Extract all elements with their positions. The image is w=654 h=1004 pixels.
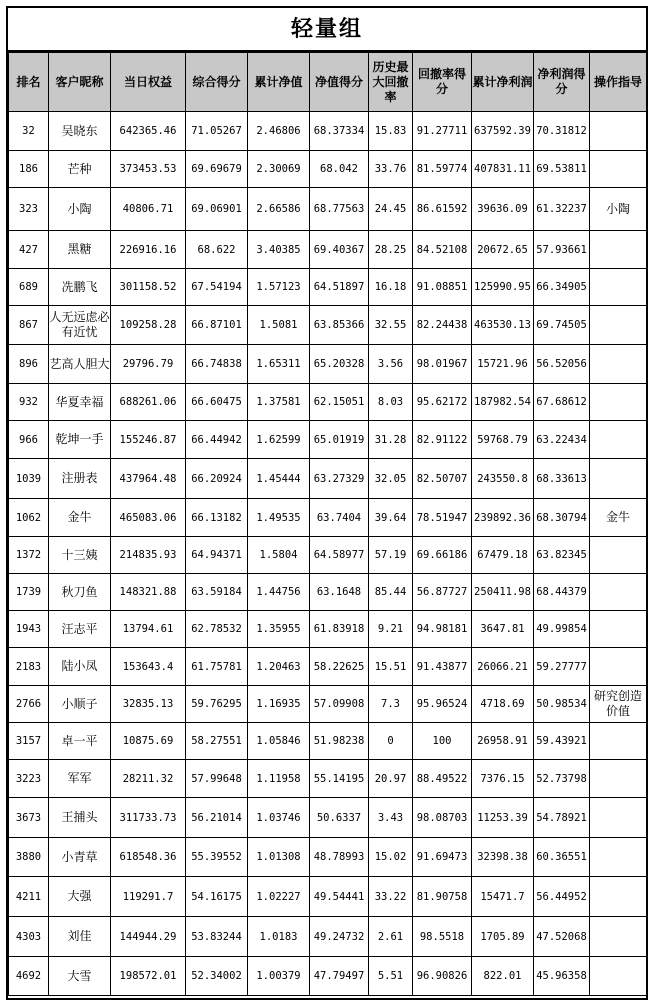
table-row xyxy=(9,877,647,917)
nav-score-cell: 63.85366 xyxy=(310,306,369,345)
nav-score-cell: 65.01919 xyxy=(310,421,369,459)
total-score-cell: 69.06901 xyxy=(186,188,248,231)
table-row xyxy=(9,188,647,231)
drawdown-cell: 20.97 xyxy=(369,760,413,798)
equity-cell: 301158.52 xyxy=(111,269,186,306)
equity-cell: 155246.87 xyxy=(111,421,186,459)
guidance-cell xyxy=(590,231,647,269)
nav-cell: 1.49535 xyxy=(248,499,310,537)
rank-cell: 323 xyxy=(9,188,49,231)
nickname-cell: 吴晓东 xyxy=(49,112,111,151)
drawdown-cell: 31.28 xyxy=(369,421,413,459)
net-profit-cell: 4718.69 xyxy=(472,686,534,723)
drawdown-score-cell: 82.91122 xyxy=(413,421,472,459)
total-score-cell: 71.05267 xyxy=(186,112,248,151)
table-row xyxy=(9,306,647,345)
nickname-cell: 陆小凤 xyxy=(49,648,111,686)
nav-score-cell: 69.40367 xyxy=(310,231,369,269)
rank-cell: 3157 xyxy=(9,723,49,760)
net-profit-cell: 3647.81 xyxy=(472,611,534,648)
drawdown-cell: 5.51 xyxy=(369,957,413,996)
drawdown-cell: 16.18 xyxy=(369,269,413,306)
drawdown-score-cell: 88.49522 xyxy=(413,760,472,798)
table-row xyxy=(9,574,647,611)
guidance-cell xyxy=(590,306,647,345)
equity-cell: 226916.16 xyxy=(111,231,186,269)
net-profit-cell: 26958.91 xyxy=(472,723,534,760)
guidance-cell xyxy=(590,151,647,188)
nav-cell: 1.0183 xyxy=(248,917,310,957)
profit-score-cell: 57.93661 xyxy=(534,231,590,269)
profit-score-cell: 56.52056 xyxy=(534,345,590,384)
table-row xyxy=(9,421,647,459)
nav-cell: 1.20463 xyxy=(248,648,310,686)
drawdown-cell: 9.21 xyxy=(369,611,413,648)
table-row xyxy=(9,269,647,306)
profit-score-cell: 69.53811 xyxy=(534,151,590,188)
profit-score-cell: 66.34905 xyxy=(534,269,590,306)
rank-cell: 966 xyxy=(9,421,49,459)
nav-score-cell: 62.15051 xyxy=(310,384,369,421)
nickname-cell: 冼鹏飞 xyxy=(49,269,111,306)
nav-score-cell: 64.51897 xyxy=(310,269,369,306)
nickname-cell: 小顺子 xyxy=(49,686,111,723)
total-score-cell: 67.54194 xyxy=(186,269,248,306)
nav-score-cell: 47.79497 xyxy=(310,957,369,996)
rank-cell: 427 xyxy=(9,231,49,269)
profit-score-cell: 69.74505 xyxy=(534,306,590,345)
equity-cell: 109258.28 xyxy=(111,306,186,345)
rank-cell: 3673 xyxy=(9,798,49,838)
net-profit-cell: 7376.15 xyxy=(472,760,534,798)
profit-score-cell: 67.68612 xyxy=(534,384,590,421)
spreadsheet-sheet xyxy=(6,6,648,1000)
equity-cell: 10875.69 xyxy=(111,723,186,760)
guidance-cell: 小陶 xyxy=(590,188,647,231)
total-score-cell: 62.78532 xyxy=(186,611,248,648)
rank-cell: 689 xyxy=(9,269,49,306)
equity-cell: 28211.32 xyxy=(111,760,186,798)
nickname-cell: 黑糖 xyxy=(49,231,111,269)
table-row xyxy=(9,537,647,574)
net-profit-cell: 15471.7 xyxy=(472,877,534,917)
nickname-cell: 军军 xyxy=(49,760,111,798)
profit-score-cell: 68.44379 xyxy=(534,574,590,611)
nav-cell: 2.46806 xyxy=(248,112,310,151)
drawdown-cell: 39.64 xyxy=(369,499,413,537)
equity-cell: 40806.71 xyxy=(111,188,186,231)
nav-cell: 1.45444 xyxy=(248,459,310,499)
rank-cell: 1739 xyxy=(9,574,49,611)
nav-cell: 2.30069 xyxy=(248,151,310,188)
drawdown-score-cell: 81.59774 xyxy=(413,151,472,188)
total-score-cell: 66.60475 xyxy=(186,384,248,421)
drawdown-score-cell: 78.51947 xyxy=(413,499,472,537)
total-score-cell: 58.27551 xyxy=(186,723,248,760)
rank-cell: 1062 xyxy=(9,499,49,537)
net-profit-cell: 822.01 xyxy=(472,957,534,996)
profit-score-cell: 45.96358 xyxy=(534,957,590,996)
net-profit-cell: 463530.13 xyxy=(472,306,534,345)
nav-cell: 1.05846 xyxy=(248,723,310,760)
total-score-cell: 66.44942 xyxy=(186,421,248,459)
profit-score-cell: 47.52068 xyxy=(534,917,590,957)
total-score-cell: 69.69679 xyxy=(186,151,248,188)
net-profit-cell: 11253.39 xyxy=(472,798,534,838)
rank-cell: 32 xyxy=(9,112,49,151)
drawdown-cell: 3.56 xyxy=(369,345,413,384)
drawdown-cell: 32.55 xyxy=(369,306,413,345)
table-body xyxy=(9,112,647,996)
col-header-nickname: 客户昵称 xyxy=(49,53,111,112)
guidance-cell xyxy=(590,760,647,798)
net-profit-cell: 26066.21 xyxy=(472,648,534,686)
nav-score-cell: 49.24732 xyxy=(310,917,369,957)
nickname-cell: 人无远虑必有近忧 xyxy=(49,306,111,345)
guidance-cell xyxy=(590,421,647,459)
net-profit-cell: 1705.89 xyxy=(472,917,534,957)
nav-score-cell: 55.14195 xyxy=(310,760,369,798)
profit-score-cell: 56.44952 xyxy=(534,877,590,917)
profit-score-cell: 52.73798 xyxy=(534,760,590,798)
guidance-cell xyxy=(590,574,647,611)
nav-cell: 1.37581 xyxy=(248,384,310,421)
nav-cell: 1.5804 xyxy=(248,537,310,574)
profit-score-cell: 59.43921 xyxy=(534,723,590,760)
drawdown-cell: 57.19 xyxy=(369,537,413,574)
profit-score-cell: 49.99854 xyxy=(534,611,590,648)
nickname-cell: 刘佳 xyxy=(49,917,111,957)
nav-cell: 1.5081 xyxy=(248,306,310,345)
nickname-cell: 十三姨 xyxy=(49,537,111,574)
guidance-cell xyxy=(590,957,647,996)
drawdown-cell: 28.25 xyxy=(369,231,413,269)
guidance-cell xyxy=(590,798,647,838)
drawdown-score-cell: 82.50707 xyxy=(413,459,472,499)
nickname-cell: 大强 xyxy=(49,877,111,917)
col-header-total-score: 综合得分 xyxy=(186,53,248,112)
total-score-cell: 68.622 xyxy=(186,231,248,269)
col-header-guidance: 操作指导 xyxy=(590,53,647,112)
guidance-cell xyxy=(590,269,647,306)
rank-cell: 932 xyxy=(9,384,49,421)
drawdown-score-cell: 98.5518 xyxy=(413,917,472,957)
drawdown-cell: 15.02 xyxy=(369,838,413,877)
equity-cell: 465083.06 xyxy=(111,499,186,537)
drawdown-cell: 2.61 xyxy=(369,917,413,957)
nav-cell: 3.40385 xyxy=(248,231,310,269)
drawdown-score-cell: 84.52108 xyxy=(413,231,472,269)
net-profit-cell: 239892.36 xyxy=(472,499,534,537)
nickname-cell: 小陶 xyxy=(49,188,111,231)
guidance-cell xyxy=(590,459,647,499)
profit-score-cell: 68.33613 xyxy=(534,459,590,499)
drawdown-score-cell: 56.87727 xyxy=(413,574,472,611)
table-row xyxy=(9,231,647,269)
total-score-cell: 59.76295 xyxy=(186,686,248,723)
drawdown-score-cell: 91.27711 xyxy=(413,112,472,151)
drawdown-score-cell: 96.90826 xyxy=(413,957,472,996)
ranking-table xyxy=(8,52,647,996)
drawdown-cell: 8.03 xyxy=(369,384,413,421)
guidance-cell xyxy=(590,345,647,384)
equity-cell: 688261.06 xyxy=(111,384,186,421)
nav-cell: 1.35955 xyxy=(248,611,310,648)
guidance-cell: 研究创造价值 xyxy=(590,686,647,723)
drawdown-score-cell: 98.08703 xyxy=(413,798,472,838)
nav-cell: 1.44756 xyxy=(248,574,310,611)
nav-score-cell: 64.58977 xyxy=(310,537,369,574)
drawdown-score-cell: 82.24438 xyxy=(413,306,472,345)
nickname-cell: 芒种 xyxy=(49,151,111,188)
net-profit-cell: 243550.8 xyxy=(472,459,534,499)
equity-cell: 32835.13 xyxy=(111,686,186,723)
nickname-cell: 大雪 xyxy=(49,957,111,996)
drawdown-score-cell: 91.43877 xyxy=(413,648,472,686)
table-row xyxy=(9,957,647,996)
nickname-cell: 华夏幸福 xyxy=(49,384,111,421)
drawdown-cell: 15.51 xyxy=(369,648,413,686)
guidance-cell xyxy=(590,537,647,574)
nav-score-cell: 63.27329 xyxy=(310,459,369,499)
nickname-cell: 秋刀鱼 xyxy=(49,574,111,611)
nav-cell: 2.66586 xyxy=(248,188,310,231)
drawdown-score-cell: 95.62172 xyxy=(413,384,472,421)
profit-score-cell: 59.27777 xyxy=(534,648,590,686)
total-score-cell: 63.59184 xyxy=(186,574,248,611)
guidance-cell: 金牛 xyxy=(590,499,647,537)
nav-cell: 1.11958 xyxy=(248,760,310,798)
nav-score-cell: 51.98238 xyxy=(310,723,369,760)
nav-score-cell: 49.54441 xyxy=(310,877,369,917)
col-header-drawdown-score: 回撤率得分 xyxy=(413,53,472,112)
col-header-nav-score: 净值得分 xyxy=(310,53,369,112)
profit-score-cell: 70.31812 xyxy=(534,112,590,151)
net-profit-cell: 187982.54 xyxy=(472,384,534,421)
table-row xyxy=(9,917,647,957)
net-profit-cell: 39636.09 xyxy=(472,188,534,231)
nav-cell: 1.00379 xyxy=(248,957,310,996)
nickname-cell: 小青草 xyxy=(49,838,111,877)
drawdown-cell: 32.05 xyxy=(369,459,413,499)
nav-score-cell: 68.77563 xyxy=(310,188,369,231)
col-header-equity: 当日权益 xyxy=(111,53,186,112)
table-title: 轻量组 xyxy=(8,8,646,52)
nav-cell: 1.16935 xyxy=(248,686,310,723)
equity-cell: 144944.29 xyxy=(111,917,186,957)
nickname-cell: 王捕头 xyxy=(49,798,111,838)
equity-cell: 618548.36 xyxy=(111,838,186,877)
nav-score-cell: 58.22625 xyxy=(310,648,369,686)
table-row xyxy=(9,760,647,798)
nav-cell: 1.03746 xyxy=(248,798,310,838)
equity-cell: 119291.7 xyxy=(111,877,186,917)
nickname-cell: 注册表 xyxy=(49,459,111,499)
rank-cell: 896 xyxy=(9,345,49,384)
equity-cell: 642365.46 xyxy=(111,112,186,151)
total-score-cell: 66.74838 xyxy=(186,345,248,384)
rank-cell: 867 xyxy=(9,306,49,345)
table-row xyxy=(9,838,647,877)
col-header-rank: 排名 xyxy=(9,53,49,112)
profit-score-cell: 63.22434 xyxy=(534,421,590,459)
col-header-nav: 累计净值 xyxy=(248,53,310,112)
total-score-cell: 53.83244 xyxy=(186,917,248,957)
guidance-cell xyxy=(590,723,647,760)
col-header-max-drawdown: 历史最大回撤率 xyxy=(369,53,413,112)
nav-score-cell: 68.37334 xyxy=(310,112,369,151)
profit-score-cell: 61.32237 xyxy=(534,188,590,231)
rank-cell: 4211 xyxy=(9,877,49,917)
equity-cell: 148321.88 xyxy=(111,574,186,611)
nickname-cell: 汪志平 xyxy=(49,611,111,648)
equity-cell: 29796.79 xyxy=(111,345,186,384)
nickname-cell: 乾坤一手 xyxy=(49,421,111,459)
net-profit-cell: 20672.65 xyxy=(472,231,534,269)
rank-cell: 186 xyxy=(9,151,49,188)
guidance-cell xyxy=(590,838,647,877)
drawdown-score-cell: 86.61592 xyxy=(413,188,472,231)
equity-cell: 13794.61 xyxy=(111,611,186,648)
equity-cell: 311733.73 xyxy=(111,798,186,838)
equity-cell: 373453.53 xyxy=(111,151,186,188)
rank-cell: 2766 xyxy=(9,686,49,723)
rank-cell: 1943 xyxy=(9,611,49,648)
nav-cell: 1.02227 xyxy=(248,877,310,917)
rank-cell: 1372 xyxy=(9,537,49,574)
table-row xyxy=(9,648,647,686)
total-score-cell: 54.16175 xyxy=(186,877,248,917)
profit-score-cell: 50.98534 xyxy=(534,686,590,723)
nav-cell: 1.65311 xyxy=(248,345,310,384)
profit-score-cell: 54.78921 xyxy=(534,798,590,838)
nav-cell: 1.62599 xyxy=(248,421,310,459)
nav-score-cell: 48.78993 xyxy=(310,838,369,877)
total-score-cell: 66.87101 xyxy=(186,306,248,345)
guidance-cell xyxy=(590,877,647,917)
drawdown-score-cell: 94.98181 xyxy=(413,611,472,648)
rank-cell: 3880 xyxy=(9,838,49,877)
drawdown-cell: 85.44 xyxy=(369,574,413,611)
total-score-cell: 61.75781 xyxy=(186,648,248,686)
net-profit-cell: 125990.95 xyxy=(472,269,534,306)
nav-score-cell: 63.1648 xyxy=(310,574,369,611)
guidance-cell xyxy=(590,611,647,648)
total-score-cell: 57.99648 xyxy=(186,760,248,798)
nav-score-cell: 65.20328 xyxy=(310,345,369,384)
guidance-cell xyxy=(590,648,647,686)
rank-cell: 2183 xyxy=(9,648,49,686)
net-profit-cell: 67479.18 xyxy=(472,537,534,574)
drawdown-score-cell: 100 xyxy=(413,723,472,760)
nav-score-cell: 61.83918 xyxy=(310,611,369,648)
nav-cell: 1.57123 xyxy=(248,269,310,306)
table-row xyxy=(9,345,647,384)
table-row xyxy=(9,459,647,499)
profit-score-cell: 63.82345 xyxy=(534,537,590,574)
table-row xyxy=(9,151,647,188)
drawdown-cell: 33.22 xyxy=(369,877,413,917)
profit-score-cell: 68.30794 xyxy=(534,499,590,537)
drawdown-cell: 33.76 xyxy=(369,151,413,188)
drawdown-score-cell: 91.69473 xyxy=(413,838,472,877)
nickname-cell: 金牛 xyxy=(49,499,111,537)
nickname-cell: 艺高人胆大 xyxy=(49,345,111,384)
table-row xyxy=(9,384,647,421)
drawdown-score-cell: 98.01967 xyxy=(413,345,472,384)
total-score-cell: 56.21014 xyxy=(186,798,248,838)
header-row xyxy=(9,53,647,112)
total-score-cell: 66.20924 xyxy=(186,459,248,499)
total-score-cell: 64.94371 xyxy=(186,537,248,574)
drawdown-cell: 15.83 xyxy=(369,112,413,151)
table-row xyxy=(9,112,647,151)
rank-cell: 4692 xyxy=(9,957,49,996)
drawdown-cell: 3.43 xyxy=(369,798,413,838)
net-profit-cell: 407831.11 xyxy=(472,151,534,188)
net-profit-cell: 250411.98 xyxy=(472,574,534,611)
equity-cell: 214835.93 xyxy=(111,537,186,574)
col-header-profit-score: 净利润得分 xyxy=(534,53,590,112)
drawdown-cell: 7.3 xyxy=(369,686,413,723)
drawdown-score-cell: 95.96524 xyxy=(413,686,472,723)
nav-score-cell: 57.09908 xyxy=(310,686,369,723)
table-row xyxy=(9,723,647,760)
rank-cell: 3223 xyxy=(9,760,49,798)
guidance-cell xyxy=(590,112,647,151)
total-score-cell: 52.34002 xyxy=(186,957,248,996)
drawdown-score-cell: 91.08851 xyxy=(413,269,472,306)
table-row xyxy=(9,499,647,537)
rank-cell: 4303 xyxy=(9,917,49,957)
equity-cell: 153643.4 xyxy=(111,648,186,686)
nav-cell: 1.01308 xyxy=(248,838,310,877)
equity-cell: 198572.01 xyxy=(111,957,186,996)
col-header-net-profit: 累计净利润 xyxy=(472,53,534,112)
rank-cell: 1039 xyxy=(9,459,49,499)
guidance-cell xyxy=(590,917,647,957)
drawdown-cell: 0 xyxy=(369,723,413,760)
total-score-cell: 66.13182 xyxy=(186,499,248,537)
net-profit-cell: 32398.38 xyxy=(472,838,534,877)
net-profit-cell: 637592.39 xyxy=(472,112,534,151)
table-row xyxy=(9,611,647,648)
drawdown-score-cell: 81.90758 xyxy=(413,877,472,917)
nickname-cell: 卓一平 xyxy=(49,723,111,760)
drawdown-cell: 24.45 xyxy=(369,188,413,231)
profit-score-cell: 60.36551 xyxy=(534,838,590,877)
guidance-cell xyxy=(590,384,647,421)
total-score-cell: 55.39552 xyxy=(186,838,248,877)
net-profit-cell: 15721.96 xyxy=(472,345,534,384)
table-row xyxy=(9,798,647,838)
equity-cell: 437964.48 xyxy=(111,459,186,499)
nav-score-cell: 50.6337 xyxy=(310,798,369,838)
drawdown-score-cell: 69.66186 xyxy=(413,537,472,574)
nav-score-cell: 63.7404 xyxy=(310,499,369,537)
table-row xyxy=(9,686,647,723)
nav-score-cell: 68.042 xyxy=(310,151,369,188)
net-profit-cell: 59768.79 xyxy=(472,421,534,459)
